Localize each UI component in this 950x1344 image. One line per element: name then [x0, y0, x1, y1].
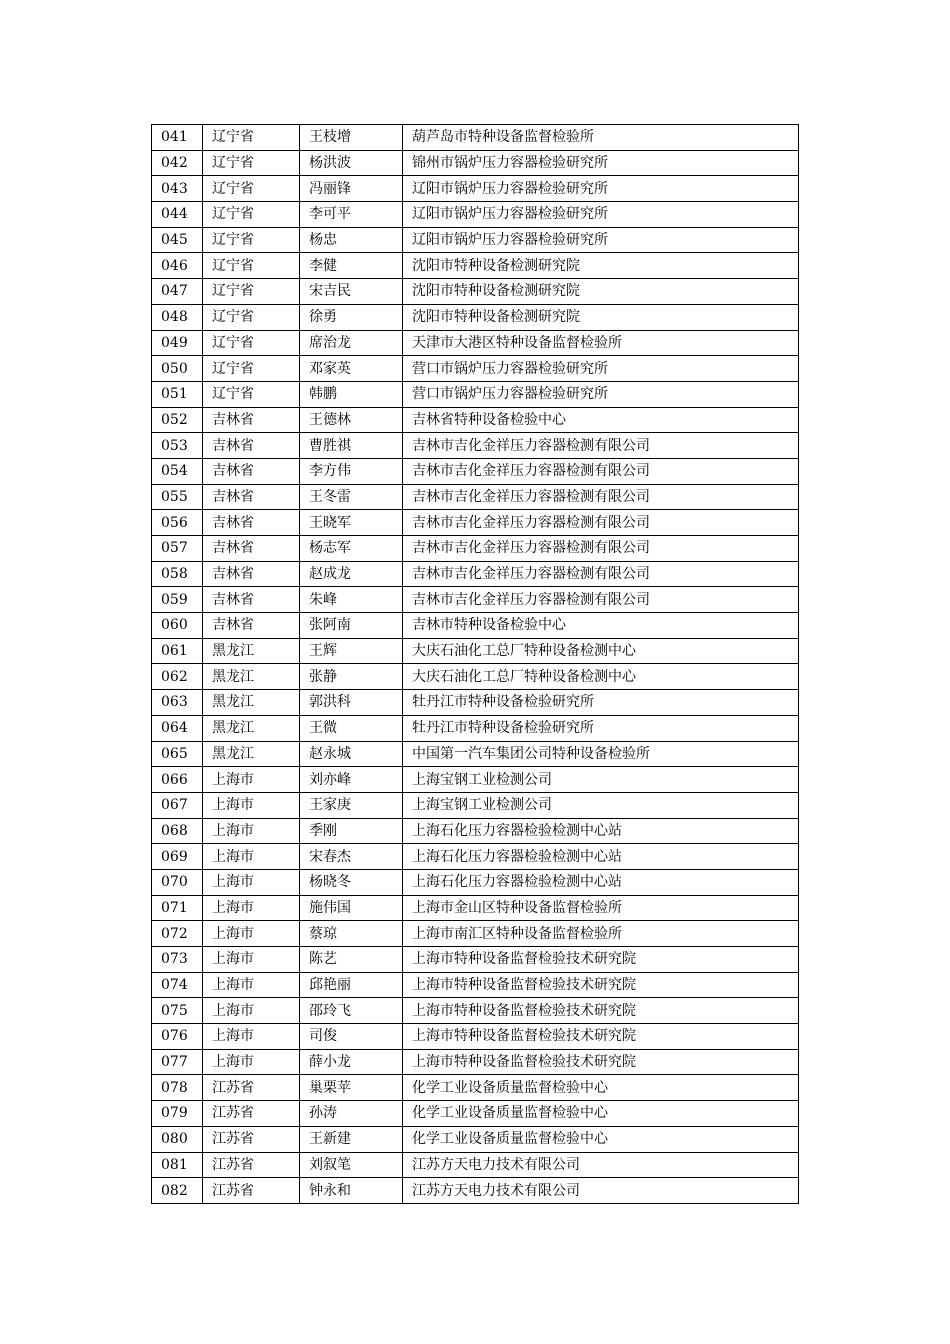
organization-cell: 上海市特种设备监督检验技术研究院 [403, 972, 799, 998]
province-cell: 辽宁省 [203, 253, 300, 279]
province-cell: 上海市 [203, 921, 300, 947]
province-cell: 上海市 [203, 972, 300, 998]
person-name-cell: 蔡琼 [300, 921, 403, 947]
serial-number-cell: 071 [152, 895, 203, 921]
person-name-cell: 赵永城 [300, 741, 403, 767]
table-row [152, 1024, 799, 1050]
province-cell: 江苏省 [203, 1178, 300, 1204]
person-name-cell: 张静 [300, 664, 403, 690]
person-name-cell: 刘亦峰 [300, 767, 403, 793]
table-row [152, 947, 799, 973]
province-cell: 辽宁省 [203, 381, 300, 407]
table-row [152, 972, 799, 998]
person-name-cell: 王辉 [300, 638, 403, 664]
organization-cell: 化学工业设备质量监督检验中心 [403, 1075, 799, 1101]
serial-number-cell: 051 [152, 381, 203, 407]
province-cell: 辽宁省 [203, 227, 300, 253]
table-row [152, 561, 799, 587]
serial-number-cell: 042 [152, 150, 203, 176]
serial-number-cell: 061 [152, 638, 203, 664]
province-cell: 上海市 [203, 792, 300, 818]
province-cell: 黑龙江 [203, 690, 300, 716]
person-name-cell: 邓家英 [300, 356, 403, 382]
serial-number-cell: 054 [152, 458, 203, 484]
table-row [152, 304, 799, 330]
table-row [152, 1049, 799, 1075]
table-row [152, 536, 799, 562]
table-row [152, 613, 799, 639]
table-row [152, 279, 799, 305]
serial-number-cell: 070 [152, 869, 203, 895]
province-cell: 黑龙江 [203, 715, 300, 741]
province-cell: 吉林省 [203, 536, 300, 562]
serial-number-cell: 046 [152, 253, 203, 279]
province-cell: 吉林省 [203, 561, 300, 587]
person-name-cell: 徐勇 [300, 304, 403, 330]
serial-number-cell: 082 [152, 1178, 203, 1204]
serial-number-cell: 043 [152, 176, 203, 202]
serial-number-cell: 041 [152, 125, 203, 151]
serial-number-cell: 074 [152, 972, 203, 998]
person-name-cell: 王家庚 [300, 792, 403, 818]
person-name-cell: 杨忠 [300, 227, 403, 253]
serial-number-cell: 044 [152, 202, 203, 228]
organization-cell: 化学工业设备质量监督检验中心 [403, 1126, 799, 1152]
person-name-cell: 王冬雷 [300, 484, 403, 510]
serial-number-cell: 075 [152, 998, 203, 1024]
person-name-cell: 杨志军 [300, 536, 403, 562]
organization-cell: 吉林市吉化金祥压力容器检测有限公司 [403, 458, 799, 484]
organization-cell: 沈阳市特种设备检测研究院 [403, 253, 799, 279]
serial-number-cell: 078 [152, 1075, 203, 1101]
person-name-cell: 李健 [300, 253, 403, 279]
person-name-cell: 王晓军 [300, 510, 403, 536]
table-row [152, 1075, 799, 1101]
table-row [152, 895, 799, 921]
organization-cell: 上海石化压力容器检验检测中心站 [403, 869, 799, 895]
province-cell: 上海市 [203, 1049, 300, 1075]
organization-cell: 吉林市吉化金祥压力容器检测有限公司 [403, 484, 799, 510]
organization-cell: 上海石化压力容器检验检测中心站 [403, 844, 799, 870]
table-row [152, 741, 799, 767]
inspector-roster-table [151, 124, 799, 1204]
organization-cell: 上海市特种设备监督检验技术研究院 [403, 1049, 799, 1075]
person-name-cell: 薛小龙 [300, 1049, 403, 1075]
province-cell: 上海市 [203, 998, 300, 1024]
person-name-cell: 司俊 [300, 1024, 403, 1050]
serial-number-cell: 065 [152, 741, 203, 767]
serial-number-cell: 058 [152, 561, 203, 587]
organization-cell: 大庆石油化工总厂特种设备检测中心 [403, 638, 799, 664]
serial-number-cell: 069 [152, 844, 203, 870]
province-cell: 辽宁省 [203, 125, 300, 151]
serial-number-cell: 048 [152, 304, 203, 330]
table-row [152, 176, 799, 202]
organization-cell: 吉林市特种设备检验中心 [403, 613, 799, 639]
table-row [152, 484, 799, 510]
table-row [152, 1178, 799, 1204]
serial-number-cell: 073 [152, 947, 203, 973]
organization-cell: 辽阳市锅炉压力容器检验研究所 [403, 176, 799, 202]
serial-number-cell: 060 [152, 613, 203, 639]
province-cell: 上海市 [203, 947, 300, 973]
province-cell: 辽宁省 [203, 330, 300, 356]
serial-number-cell: 045 [152, 227, 203, 253]
province-cell: 上海市 [203, 1024, 300, 1050]
serial-number-cell: 062 [152, 664, 203, 690]
organization-cell: 锦州市锅炉压力容器检验研究所 [403, 150, 799, 176]
serial-number-cell: 056 [152, 510, 203, 536]
table-row [152, 510, 799, 536]
person-name-cell: 王微 [300, 715, 403, 741]
table-row [152, 664, 799, 690]
organization-cell: 吉林市吉化金祥压力容器检测有限公司 [403, 433, 799, 459]
table-row [152, 638, 799, 664]
table-row [152, 202, 799, 228]
person-name-cell: 席治龙 [300, 330, 403, 356]
province-cell: 辽宁省 [203, 176, 300, 202]
roster-table-body [152, 125, 799, 1204]
organization-cell: 吉林市吉化金祥压力容器检测有限公司 [403, 536, 799, 562]
table-row [152, 458, 799, 484]
organization-cell: 江苏方天电力技术有限公司 [403, 1152, 799, 1178]
serial-number-cell: 047 [152, 279, 203, 305]
table-row [152, 433, 799, 459]
province-cell: 黑龙江 [203, 664, 300, 690]
serial-number-cell: 076 [152, 1024, 203, 1050]
table-row [152, 1152, 799, 1178]
organization-cell: 上海石化压力容器检验检测中心站 [403, 818, 799, 844]
table-row [152, 1101, 799, 1127]
table-row [152, 869, 799, 895]
person-name-cell: 王德林 [300, 407, 403, 433]
province-cell: 辽宁省 [203, 356, 300, 382]
organization-cell: 营口市锅炉压力容器检验研究所 [403, 381, 799, 407]
table-row [152, 125, 799, 151]
person-name-cell: 杨洪波 [300, 150, 403, 176]
organization-cell: 吉林市吉化金祥压力容器检测有限公司 [403, 561, 799, 587]
table-row [152, 921, 799, 947]
organization-cell: 天津市大港区特种设备监督检验所 [403, 330, 799, 356]
person-name-cell: 巢栗苹 [300, 1075, 403, 1101]
province-cell: 吉林省 [203, 613, 300, 639]
table-row [152, 587, 799, 613]
serial-number-cell: 077 [152, 1049, 203, 1075]
table-row [152, 227, 799, 253]
organization-cell: 上海宝钢工业检测公司 [403, 792, 799, 818]
province-cell: 江苏省 [203, 1075, 300, 1101]
person-name-cell: 孙涛 [300, 1101, 403, 1127]
province-cell: 辽宁省 [203, 279, 300, 305]
organization-cell: 吉林市吉化金祥压力容器检测有限公司 [403, 510, 799, 536]
organization-cell: 牡丹江市特种设备检验研究所 [403, 690, 799, 716]
person-name-cell: 郭洪科 [300, 690, 403, 716]
serial-number-cell: 053 [152, 433, 203, 459]
province-cell: 上海市 [203, 844, 300, 870]
organization-cell: 沈阳市特种设备检测研究院 [403, 304, 799, 330]
serial-number-cell: 052 [152, 407, 203, 433]
province-cell: 辽宁省 [203, 202, 300, 228]
province-cell: 上海市 [203, 895, 300, 921]
province-cell: 江苏省 [203, 1126, 300, 1152]
organization-cell: 吉林省特种设备检验中心 [403, 407, 799, 433]
person-name-cell: 张阿南 [300, 613, 403, 639]
organization-cell: 中国第一汽车集团公司特种设备检验所 [403, 741, 799, 767]
province-cell: 吉林省 [203, 587, 300, 613]
person-name-cell: 韩鹏 [300, 381, 403, 407]
organization-cell: 牡丹江市特种设备检验研究所 [403, 715, 799, 741]
person-name-cell: 朱峰 [300, 587, 403, 613]
organization-cell: 上海市特种设备监督检验技术研究院 [403, 1024, 799, 1050]
table-row [152, 998, 799, 1024]
organization-cell: 上海宝钢工业检测公司 [403, 767, 799, 793]
person-name-cell: 施伟国 [300, 895, 403, 921]
table-row [152, 690, 799, 716]
province-cell: 上海市 [203, 767, 300, 793]
serial-number-cell: 081 [152, 1152, 203, 1178]
serial-number-cell: 050 [152, 356, 203, 382]
serial-number-cell: 064 [152, 715, 203, 741]
organization-cell: 大庆石油化工总厂特种设备检测中心 [403, 664, 799, 690]
serial-number-cell: 055 [152, 484, 203, 510]
organization-cell: 上海市金山区特种设备监督检验所 [403, 895, 799, 921]
person-name-cell: 李可平 [300, 202, 403, 228]
province-cell: 上海市 [203, 818, 300, 844]
serial-number-cell: 049 [152, 330, 203, 356]
person-name-cell: 陈艺 [300, 947, 403, 973]
person-name-cell: 钟永和 [300, 1178, 403, 1204]
province-cell: 辽宁省 [203, 304, 300, 330]
serial-number-cell: 067 [152, 792, 203, 818]
organization-cell: 吉林市吉化金祥压力容器检测有限公司 [403, 587, 799, 613]
organization-cell: 上海市特种设备监督检验技术研究院 [403, 998, 799, 1024]
serial-number-cell: 079 [152, 1101, 203, 1127]
serial-number-cell: 080 [152, 1126, 203, 1152]
person-name-cell: 曹胜祺 [300, 433, 403, 459]
person-name-cell: 王枝增 [300, 125, 403, 151]
organization-cell: 辽阳市锅炉压力容器检验研究所 [403, 202, 799, 228]
person-name-cell: 冯丽锋 [300, 176, 403, 202]
province-cell: 上海市 [203, 869, 300, 895]
person-name-cell: 杨晓冬 [300, 869, 403, 895]
table-row [152, 844, 799, 870]
table-row [152, 818, 799, 844]
person-name-cell: 李方伟 [300, 458, 403, 484]
table-row [152, 715, 799, 741]
person-name-cell: 季刚 [300, 818, 403, 844]
person-name-cell: 邱艳丽 [300, 972, 403, 998]
organization-cell: 辽阳市锅炉压力容器检验研究所 [403, 227, 799, 253]
table-row [152, 330, 799, 356]
province-cell: 吉林省 [203, 484, 300, 510]
organization-cell: 营口市锅炉压力容器检验研究所 [403, 356, 799, 382]
province-cell: 吉林省 [203, 433, 300, 459]
province-cell: 江苏省 [203, 1101, 300, 1127]
person-name-cell: 王新建 [300, 1126, 403, 1152]
organization-cell: 江苏方天电力技术有限公司 [403, 1178, 799, 1204]
province-cell: 黑龙江 [203, 741, 300, 767]
province-cell: 江苏省 [203, 1152, 300, 1178]
person-name-cell: 刘叙笔 [300, 1152, 403, 1178]
province-cell: 吉林省 [203, 510, 300, 536]
table-row [152, 1126, 799, 1152]
table-row [152, 356, 799, 382]
table-row [152, 407, 799, 433]
province-cell: 黑龙江 [203, 638, 300, 664]
table-row [152, 381, 799, 407]
organization-cell: 化学工业设备质量监督检验中心 [403, 1101, 799, 1127]
person-name-cell: 宋春杰 [300, 844, 403, 870]
serial-number-cell: 068 [152, 818, 203, 844]
serial-number-cell: 066 [152, 767, 203, 793]
person-name-cell: 宋吉民 [300, 279, 403, 305]
organization-cell: 沈阳市特种设备检测研究院 [403, 279, 799, 305]
table-row [152, 792, 799, 818]
serial-number-cell: 059 [152, 587, 203, 613]
serial-number-cell: 063 [152, 690, 203, 716]
table-row [152, 150, 799, 176]
organization-cell: 上海市南汇区特种设备监督检验所 [403, 921, 799, 947]
province-cell: 吉林省 [203, 458, 300, 484]
table-row [152, 253, 799, 279]
organization-cell: 上海市特种设备监督检验技术研究院 [403, 947, 799, 973]
province-cell: 吉林省 [203, 407, 300, 433]
serial-number-cell: 057 [152, 536, 203, 562]
table-row [152, 767, 799, 793]
province-cell: 辽宁省 [203, 150, 300, 176]
serial-number-cell: 072 [152, 921, 203, 947]
organization-cell: 葫芦岛市特种设备监督检验所 [403, 125, 799, 151]
person-name-cell: 赵成龙 [300, 561, 403, 587]
person-name-cell: 邵玲飞 [300, 998, 403, 1024]
